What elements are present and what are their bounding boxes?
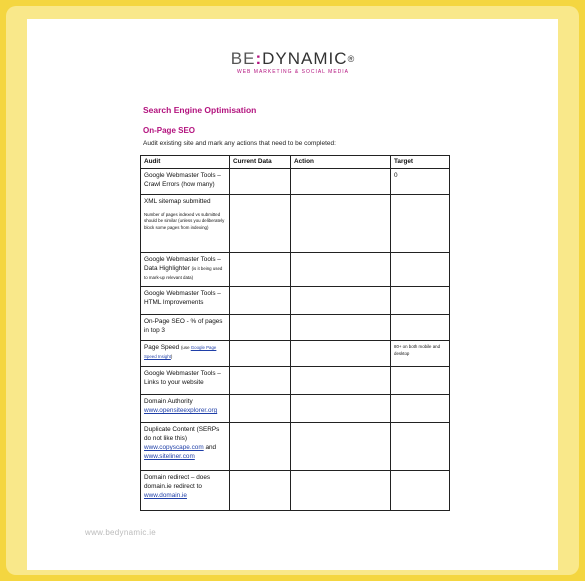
logo-colon: :	[255, 49, 263, 68]
intro-text: Audit existing site and mark any actions that need to be completed:	[143, 140, 336, 147]
header-current-data: Current Data	[230, 156, 291, 169]
target-cell	[391, 315, 450, 341]
table-row	[141, 315, 450, 341]
logo-dynamic: DYNAMIC	[262, 49, 348, 68]
target-cell	[391, 341, 450, 367]
audit-cell	[141, 471, 230, 511]
header-action: Action	[291, 156, 391, 169]
target-cell	[391, 423, 450, 471]
action-cell[interactable]	[291, 287, 391, 315]
copyscape-link[interactable]: www.copyscape.com	[144, 444, 204, 451]
audit-label: Google Webmaster Tools – HTML Improvements	[144, 290, 221, 306]
audit-cell	[141, 341, 230, 367]
audit-note: Number of pages indexed vs submitted should be similar (unless you deliberately block some pages from indexing)	[144, 212, 225, 230]
siteliner-link[interactable]: www.siteliner.com	[144, 453, 195, 460]
header-audit: Audit	[141, 156, 230, 169]
section-heading: Search Engine Optimisation	[143, 105, 257, 115]
audit-label: Page Speed	[144, 344, 180, 351]
audit-cell	[141, 287, 230, 315]
audit-label: Domain redirect – does domain.ie redirect to	[144, 474, 211, 490]
logo-be: BE	[230, 49, 256, 68]
header-target: Target	[391, 156, 450, 169]
current-data-cell[interactable]	[230, 287, 291, 315]
audit-label: Duplicate Content (SERPs do not like this)	[144, 426, 220, 442]
audit-table	[140, 155, 450, 511]
target-cell	[391, 395, 450, 423]
current-data-cell[interactable]	[230, 367, 291, 395]
action-cell[interactable]	[291, 253, 391, 287]
action-cell[interactable]	[291, 367, 391, 395]
table-row	[141, 287, 450, 315]
audit-cell	[141, 423, 230, 471]
audit-cell	[141, 315, 230, 341]
current-data-cell[interactable]	[230, 253, 291, 287]
current-data-cell[interactable]	[230, 169, 291, 195]
action-cell[interactable]	[291, 195, 391, 253]
target-cell	[391, 367, 450, 395]
audit-label: Google Webmaster Tools – Data Highlighter	[144, 256, 221, 272]
table-row	[141, 341, 450, 367]
audit-label: On-Page SEO - % of pages in top 3	[144, 318, 223, 334]
target-cell	[391, 471, 450, 511]
sub-heading: On-Page SEO	[143, 126, 196, 135]
opensiteexplorer-link[interactable]: www.opensiteexplorer.org	[144, 407, 218, 414]
table-header-row	[141, 156, 450, 169]
audit-cell	[141, 253, 230, 287]
table-row	[141, 395, 450, 423]
action-cell[interactable]	[291, 341, 391, 367]
target-cell	[391, 195, 450, 253]
action-cell[interactable]	[291, 315, 391, 341]
audit-label: Google Webmaster Tools – Links to your website	[144, 370, 221, 386]
audit-cell	[141, 195, 230, 253]
audit-label: XML sitemap submitted	[144, 198, 211, 205]
logo-registered-mark: ®	[347, 54, 356, 64]
target-cell	[391, 169, 450, 195]
footer-url: www.bedynamic.ie	[85, 528, 157, 537]
link-joiner: and	[203, 444, 217, 451]
action-cell[interactable]	[291, 423, 391, 471]
audit-note: (use	[180, 345, 191, 350]
audit-cell	[141, 169, 230, 195]
audit-label: Domain Authority	[144, 398, 193, 405]
logo-tagline: WEB MARKETING & SOCIAL MEDIA	[237, 69, 349, 75]
bedynamic-logo	[208, 50, 378, 75]
table-row	[141, 195, 450, 253]
current-data-cell[interactable]	[230, 195, 291, 253]
audit-cell	[141, 367, 230, 395]
target-value: 80+ on both mobile and desktop	[394, 344, 441, 356]
table-row	[141, 253, 450, 287]
current-data-cell[interactable]	[230, 315, 291, 341]
current-data-cell[interactable]	[230, 471, 291, 511]
action-cell[interactable]	[291, 395, 391, 423]
table-row	[141, 169, 450, 195]
table-row	[141, 423, 450, 471]
target-cell	[391, 253, 450, 287]
target-cell	[391, 287, 450, 315]
current-data-cell[interactable]	[230, 341, 291, 367]
audit-cell	[141, 395, 230, 423]
audit-note: (is it being used to mark-up relevant data)	[144, 266, 223, 280]
target-value: 0	[394, 172, 398, 179]
action-cell[interactable]	[291, 471, 391, 511]
current-data-cell[interactable]	[230, 423, 291, 471]
table-row	[141, 367, 450, 395]
action-cell[interactable]	[291, 169, 391, 195]
audit-note-close: )	[170, 354, 173, 359]
logo-wordmark	[208, 50, 378, 68]
current-data-cell[interactable]	[230, 395, 291, 423]
audit-label: Google Webmaster Tools – Crawl Errors (how many)	[144, 172, 221, 188]
table-row	[141, 471, 450, 511]
domain-link[interactable]: www.domain.ie	[144, 492, 187, 499]
page-speed-link[interactable]: Google Page Speed Insight	[144, 345, 217, 359]
